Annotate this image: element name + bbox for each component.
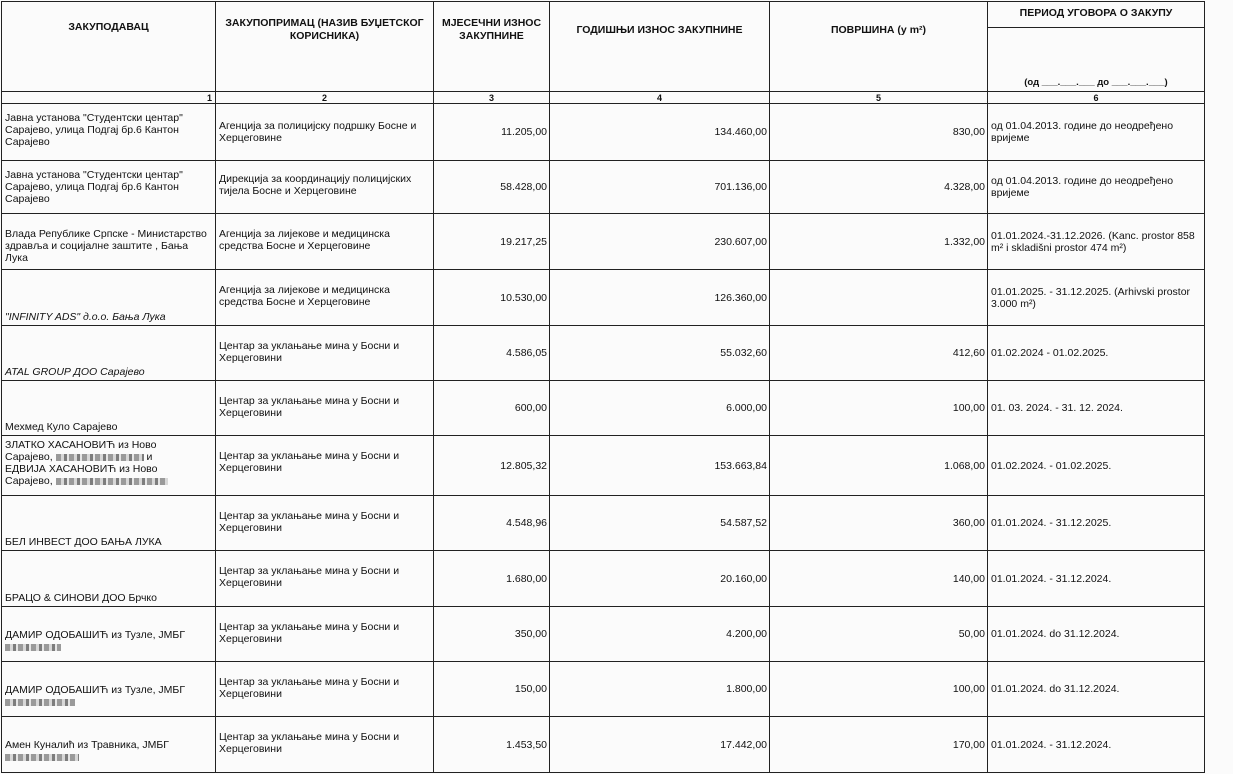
annual-cell: 54.587,52 [550, 496, 770, 551]
table-row [2, 662, 1205, 717]
lessee-cell: Центар за уклањање мина у Босни и Херцеговини [216, 717, 434, 773]
period-cell: 01.02.2024. - 01.02.2025. [988, 436, 1205, 496]
redacted-text [56, 478, 168, 485]
monthly-cell: 150,00 [434, 662, 550, 717]
lessor-line [5, 475, 212, 487]
annual-cell: 153.663,84 [550, 436, 770, 496]
lessee-cell: Центар за уклањање мина у Босни и Херцеговини [216, 496, 434, 551]
lessor-line: ДАМИР ОДОБАШИЋ из Тузле, ЈМБГ [5, 684, 186, 696]
header-area: ПОВРШИНА (у m²) [770, 2, 988, 92]
period-cell: од 01.04.2013. године до неодређено вријеме [988, 161, 1205, 214]
lessor-line: Амен Куналић из Травника, ЈМБГ [5, 739, 169, 751]
lessee-cell: Агенција за лијекове и медицинска средства Босне и Херцеговине [216, 214, 434, 270]
lessor-cell: Јавна установа "Студентски центар" Сарајево, улица Подгај бр.6 Кантон Сарајево [2, 161, 216, 214]
table-row [2, 436, 1205, 496]
lessor-cell [2, 436, 216, 496]
monthly-cell: 58.428,00 [434, 161, 550, 214]
redacted-text [5, 644, 61, 651]
monthly-cell: 1.453,50 [434, 717, 550, 773]
monthly-cell: 350,00 [434, 607, 550, 662]
lessee-cell: Центар за уклањање мина у Босни и Херцеговини [216, 662, 434, 717]
area-cell: 412,60 [770, 326, 988, 381]
column-number: 4 [550, 92, 770, 104]
lessor-line [5, 696, 212, 708]
period-cell: 01.01.2024. - 31.12.2024. [988, 717, 1205, 773]
period-cell: од 01.04.2013. године до неодређено вријеме [988, 104, 1205, 161]
lessor-line: ЕДВИЈА ХАСАНОВИЋ из Ново [5, 463, 158, 475]
annual-cell: 1.800,00 [550, 662, 770, 717]
redacted-text [5, 699, 75, 706]
area-cell: 360,00 [770, 496, 988, 551]
column-number: 3 [434, 92, 550, 104]
annual-cell: 230.607,00 [550, 214, 770, 270]
table-row [2, 607, 1205, 662]
lessor-cell: ATAL GROUP ДОО Сарајево [2, 326, 216, 381]
monthly-cell: 10.530,00 [434, 270, 550, 326]
table-row [2, 270, 1205, 326]
lessor-line: ЗЛАТКО ХАСАНОВИЋ из Ново [5, 439, 157, 451]
area-cell: 140,00 [770, 551, 988, 607]
area-cell: 170,00 [770, 717, 988, 773]
lessor-cell: "INFINITY ADS" д.о.о. Бања Лука [2, 270, 216, 326]
lessor-cell: Влада Републике Српске - Министарство здравља и социјалне заштите , Бања Лука [2, 214, 216, 270]
column-number: 5 [770, 92, 988, 104]
table-row [2, 326, 1205, 381]
area-cell: 50,00 [770, 607, 988, 662]
header-annual: ГОДИШЊИ ИЗНОС ЗАКУПНИНЕ [550, 2, 770, 92]
area-cell: 830,00 [770, 104, 988, 161]
annual-cell: 20.160,00 [550, 551, 770, 607]
period-cell: 01.01.2024. - 31.12.2024. [988, 551, 1205, 607]
lessor-cell [2, 607, 216, 662]
lessor-cell: Мехмед Куло Сарајево [2, 381, 216, 436]
lessor-line-text: Сарајево, [5, 475, 53, 487]
area-cell: 100,00 [770, 381, 988, 436]
header-period [988, 2, 1205, 92]
lessor-line-text: Сарајево, [5, 451, 53, 463]
period-cell: 01.01.2024. do 31.12.2024. [988, 662, 1205, 717]
annual-cell: 701.136,00 [550, 161, 770, 214]
period-cell: 01.01.2024. do 31.12.2024. [988, 607, 1205, 662]
area-cell: 100,00 [770, 662, 988, 717]
table-row [2, 496, 1205, 551]
header-period-title: ПЕРИОД УГОВОРА О ЗАКУПУ [988, 2, 1204, 28]
lessor-line: ДАМИР ОДОБАШИЋ из Тузле, ЈМБГ [5, 629, 186, 641]
lessee-cell: Центар за уклањање мина у Босни и Херцеговини [216, 381, 434, 436]
lessor-cell: БРАЦО & СИНОВИ ДОО Брчко [2, 551, 216, 607]
redacted-text [5, 754, 79, 761]
annual-cell: 4.200,00 [550, 607, 770, 662]
lessee-cell: Агенција за полицијску подршку Босне и Херцеговине [216, 104, 434, 161]
lessor-cell: БЕЛ ИНВЕСТ ДОО БАЊА ЛУКА [2, 496, 216, 551]
column-number: 1 [2, 92, 216, 104]
area-cell: 4.328,00 [770, 161, 988, 214]
lessee-cell: Центар за уклањање мина у Босни и Херцеговини [216, 551, 434, 607]
monthly-cell: 19.217,25 [434, 214, 550, 270]
header-lessor: ЗАКУПОДАВАЦ [2, 2, 216, 92]
lessor-cell [2, 717, 216, 773]
lessor-line [5, 641, 212, 653]
column-number-row [2, 92, 1205, 104]
monthly-cell: 11.205,00 [434, 104, 550, 161]
period-cell: 01.01.2025. - 31.12.2025. (Arhivski prostor 3.000 m²) [988, 270, 1205, 326]
column-number: 6 [988, 92, 1205, 104]
redacted-text [56, 454, 144, 461]
area-cell [770, 270, 988, 326]
lease-table [1, 1, 1205, 773]
annual-cell: 17.442,00 [550, 717, 770, 773]
monthly-cell: 1.680,00 [434, 551, 550, 607]
header-period-blank: (од ___.___.___ до ___.___.___) [1024, 77, 1168, 88]
lessee-cell: Центар за уклањање мина у Босни и Херцеговини [216, 607, 434, 662]
header-monthly: МЈЕСЕЧНИ ИЗНОС ЗАКУПНИНЕ [434, 2, 550, 92]
period-cell: 01.01.2024. - 31.12.2025. [988, 496, 1205, 551]
table-row [2, 214, 1205, 270]
lessee-cell: Агенција за лијекове и медицинска средства Босне и Херцеговине [216, 270, 434, 326]
area-cell: 1.068,00 [770, 436, 988, 496]
header-row [2, 2, 1205, 92]
table-row [2, 104, 1205, 161]
table-row [2, 381, 1205, 436]
header-lessee: ЗАКУПОПРИМАЦ (НАЗИВ БУЏЕТСКОГ КОРИСНИКА) [216, 2, 434, 92]
monthly-cell: 4.586,05 [434, 326, 550, 381]
annual-cell: 126.360,00 [550, 270, 770, 326]
annual-cell: 134.460,00 [550, 104, 770, 161]
monthly-cell: 600,00 [434, 381, 550, 436]
lessor-cell: Јавна установа "Студентски центар" Сарајево, улица Подгај бр.6 Кантон Сарајево [2, 104, 216, 161]
period-cell: 01.01.2024.-31.12.2026. (Kanc. prostor 858 m² i skladišni prostor 474 m²) [988, 214, 1205, 270]
lessor-cell [2, 662, 216, 717]
lessor-line [5, 451, 212, 463]
table-row [2, 161, 1205, 214]
annual-cell: 6.000,00 [550, 381, 770, 436]
lessor-line [5, 751, 212, 763]
table-row [2, 551, 1205, 607]
period-cell: 01.02.2024 - 01.02.2025. [988, 326, 1205, 381]
column-number: 2 [216, 92, 434, 104]
monthly-cell: 4.548,96 [434, 496, 550, 551]
lessee-cell: Дирекција за координацију полицијских тијела Босне и Херцеговине [216, 161, 434, 214]
lessee-cell: Центар за уклањање мина у Босни и Херцеговини [216, 326, 434, 381]
lessor-line-text: и [146, 451, 153, 463]
lessee-cell: Центар за уклањање мина у Босни и Херцеговини [216, 436, 434, 496]
monthly-cell: 12.805,32 [434, 436, 550, 496]
area-cell: 1.332,00 [770, 214, 988, 270]
table-row [2, 717, 1205, 773]
annual-cell: 55.032,60 [550, 326, 770, 381]
period-cell: 01. 03. 2024. - 31. 12. 2024. [988, 381, 1205, 436]
